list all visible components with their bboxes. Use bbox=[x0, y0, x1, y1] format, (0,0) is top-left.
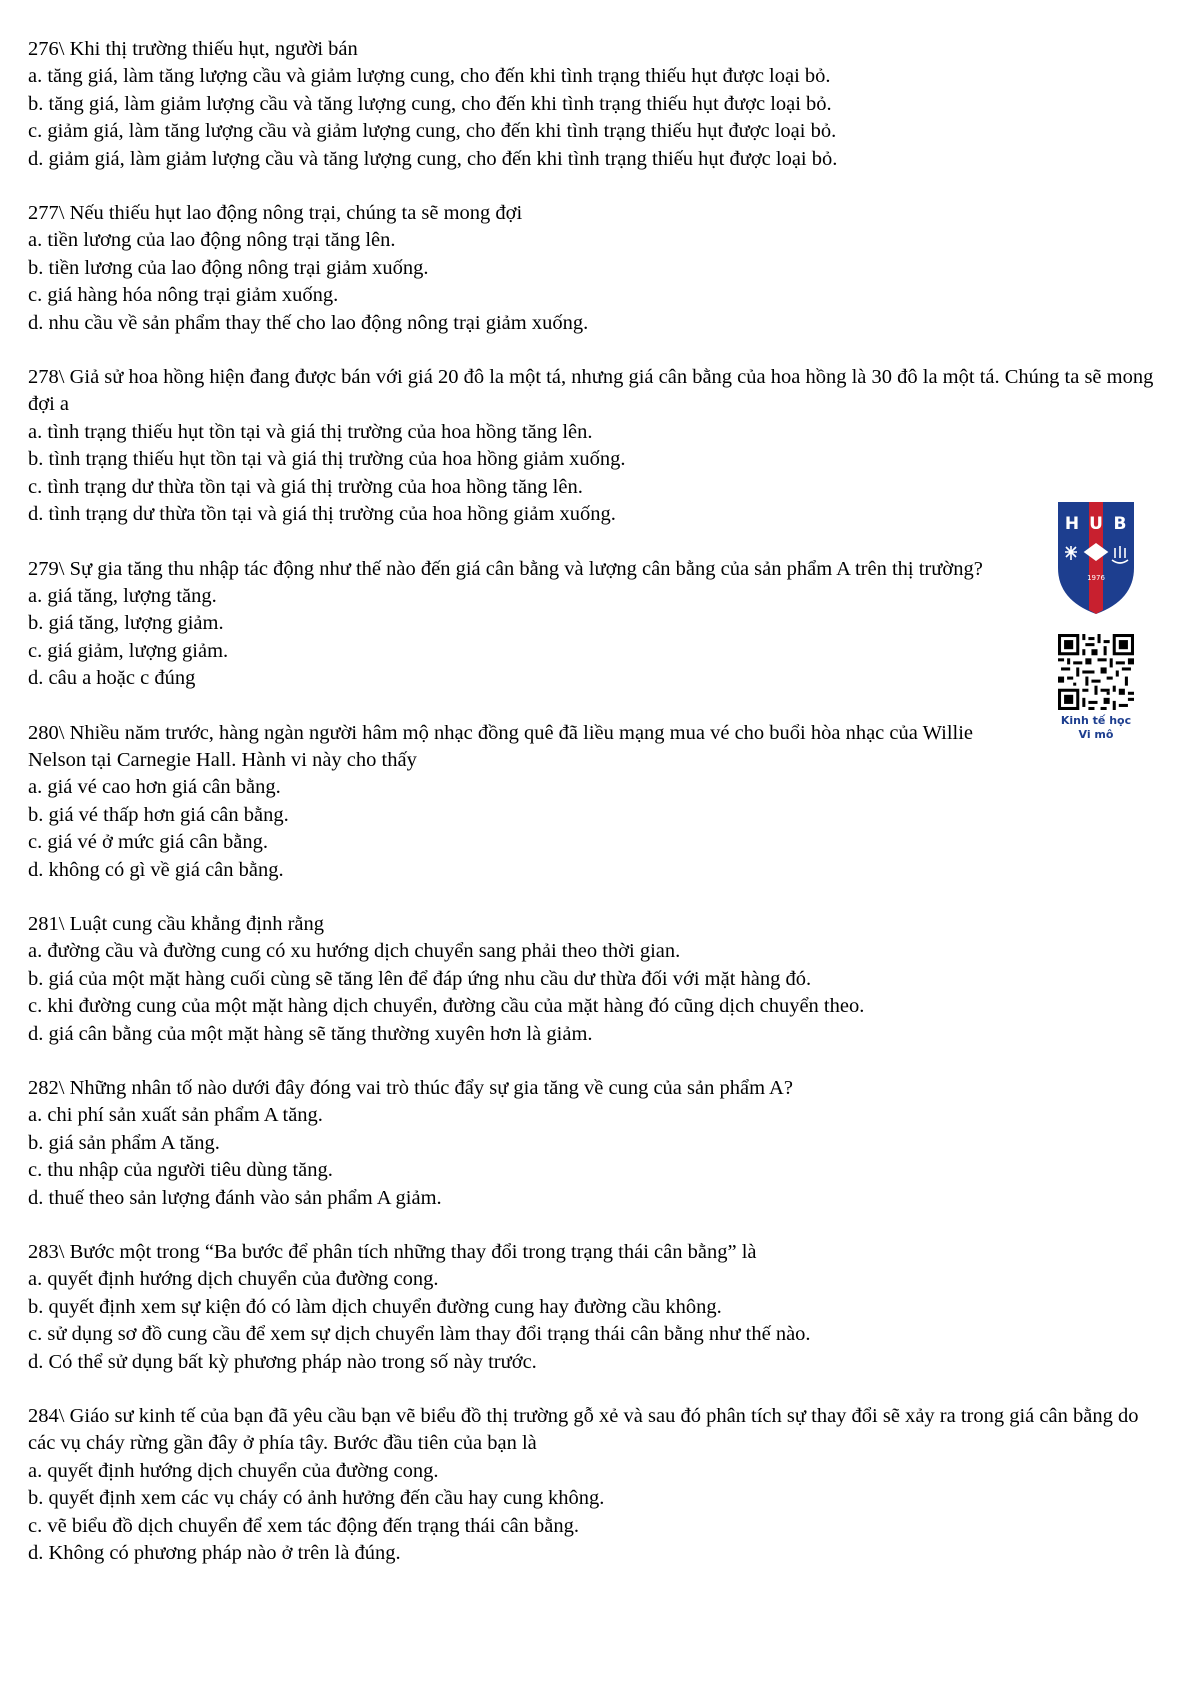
answer-option-a: a. tình trạng thiếu hụt tồn tại và giá thị trường của hoa hồng tăng lên. bbox=[28, 420, 593, 443]
answer-option-b: b. giá vé thấp hơn giá cân bằng. bbox=[28, 803, 289, 826]
caption-line-2: Vi mô bbox=[1078, 728, 1114, 741]
answer-option-a: a. quyết định hướng dịch chuyển của đường cong. bbox=[28, 1268, 439, 1291]
answer-option-b: b. quyết định xem sự kiện đó có làm dịch chuyển đường cung hay đường cầu không. bbox=[28, 1295, 722, 1318]
question-stem: 282\ Những nhân tố nào dưới đây đóng vai trò thúc đẩy sự gia tăng về cung của sản phẩm A? bbox=[28, 1077, 793, 1099]
question-stem: 277\ Nếu thiếu hụt lao động nông trại, chúng ta sẽ mong đợi bbox=[28, 202, 523, 225]
answer-option-c: c. giá hàng hóa nông trại giảm xuống. bbox=[28, 284, 339, 307]
question-278 bbox=[28, 364, 1158, 528]
answer-option-c: c. vẽ biểu đồ dịch chuyển để xem tác động đến trạng thái cân bằng. bbox=[28, 1514, 580, 1537]
answer-option-c: c. sử dụng sơ đồ cung cầu để xem sự dịch chuyển làm thay đổi trạng thái cân bằng như thế nào. bbox=[28, 1323, 811, 1346]
logo-letter-u: U bbox=[1089, 514, 1103, 534]
answer-option-a: a. tăng giá, làm tăng lượng cầu và giảm lượng cung, cho đến khi tình trạng thiếu hụt được loại bỏ. bbox=[28, 65, 831, 88]
answer-option-a: a. tiền lương của lao động nông trại tăng lên. bbox=[28, 229, 396, 252]
qr-code-icon bbox=[1058, 634, 1134, 710]
question-284 bbox=[28, 1403, 1158, 1567]
question-stem: 276\ Khi thị trường thiếu hụt, người bán bbox=[28, 38, 358, 60]
question-279 bbox=[28, 556, 1158, 693]
answer-option-d: d. câu a hoặc c đúng bbox=[28, 667, 196, 690]
answer-option-b: b. giá sản phẩm A tăng. bbox=[28, 1131, 220, 1154]
answer-option-d: d. tình trạng dư thừa tồn tại và giá thị trường của hoa hồng giảm xuống. bbox=[28, 503, 616, 526]
answer-option-d: d. không có gì về giá cân bằng. bbox=[28, 858, 284, 881]
logo-letter-b: B bbox=[1113, 514, 1127, 534]
hub-logo-block bbox=[1055, 498, 1137, 742]
logo-letter-h: H bbox=[1064, 514, 1080, 534]
answer-option-c: c. giá vé ở mức giá cân bằng. bbox=[28, 831, 268, 854]
answer-option-b: b. giá của một mặt hàng cuối cùng sẽ tăng lên để đáp ứng nhu cầu dư thừa đối với mặt hàng đó. bbox=[28, 967, 812, 990]
question-276 bbox=[28, 36, 1158, 173]
answer-option-a: a. giá vé cao hơn giá cân bằng. bbox=[28, 776, 281, 799]
question-stem: 278\ Giả sử hoa hồng hiện đang được bán với giá 20 đô la một tá, nhưng giá cân bằng của hoa hồng là 30 đô la một tá. Chúng ta sẽ mong đợi a bbox=[28, 366, 1154, 416]
answer-option-d: d. Có thể sử dụng bất kỳ phương pháp nào trong số này trước. bbox=[28, 1350, 537, 1373]
question-282 bbox=[28, 1075, 1158, 1212]
question-stem: 281\ Luật cung cầu khẳng định rằng bbox=[28, 912, 325, 935]
question-283 bbox=[28, 1239, 1158, 1376]
answer-option-a: a. giá tăng, lượng tăng. bbox=[28, 584, 217, 607]
answer-option-c: c. khi đường cung của một mặt hàng dịch chuyển, đường cầu của mặt hàng đó cũng dịch chuyển theo. bbox=[28, 995, 865, 1018]
answer-option-c: c. giá giảm, lượng giảm. bbox=[28, 639, 229, 662]
answer-option-c: c. tình trạng dư thừa tồn tại và giá thị trường của hoa hồng tăng lên. bbox=[28, 475, 583, 498]
answer-option-c: c. giảm giá, làm tăng lượng cầu và giảm lượng cung, cho đến khi tình trạng thiếu hụt được loại bỏ. bbox=[28, 120, 837, 143]
answer-option-b: b. quyết định xem các vụ cháy có ảnh hưởng đến cầu hay cung không. bbox=[28, 1487, 605, 1510]
answer-option-b: b. tăng giá, làm giảm lượng cầu và tăng lượng cung, cho đến khi tình trạng thiếu hụt được loại bỏ. bbox=[28, 92, 832, 115]
question-277 bbox=[28, 200, 1158, 337]
question-280 bbox=[28, 720, 1158, 884]
document-body bbox=[28, 36, 1158, 1595]
answer-option-d: d. giảm giá, làm giảm lượng cầu và tăng lượng cung, cho đến khi tình trạng thiếu hụt được loại bỏ. bbox=[28, 147, 838, 170]
logo-year: 1976 bbox=[1087, 574, 1105, 582]
answer-option-c: c. thu nhập của người tiêu dùng tăng. bbox=[28, 1159, 333, 1182]
caption-line-1: Kinh tế học bbox=[1060, 714, 1132, 727]
answer-option-d: d. giá cân bằng của một mặt hàng sẽ tăng thường xuyên hơn là giảm. bbox=[28, 1022, 593, 1045]
answer-option-d: d. nhu cầu về sản phẩm thay thế cho lao động nông trại giảm xuống. bbox=[28, 311, 589, 334]
question-stem: 283\ Bước một trong “Ba bước để phân tích những thay đổi trong trạng thái cân bằng” là bbox=[28, 1241, 757, 1264]
answer-option-a: a. quyết định hướng dịch chuyển của đường cong. bbox=[28, 1459, 439, 1482]
question-stem: 280\ Nhiều năm trước, hàng ngàn người hâm mộ nhạc đồng quê đã liều mạng mua vé cho buổi hòa nhạc của Willie Nelson tại Carnegie Hall. Hành vi này cho thấy bbox=[28, 721, 974, 771]
answer-option-a: a. đường cầu và đường cung có xu hướng dịch chuyển sang phải theo thời gian. bbox=[28, 940, 681, 963]
answer-option-a: a. chi phí sản xuất sản phẩm A tăng. bbox=[28, 1104, 323, 1127]
answer-option-b: b. tình trạng thiếu hụt tồn tại và giá thị trường của hoa hồng giảm xuống. bbox=[28, 448, 626, 471]
question-281 bbox=[28, 911, 1158, 1048]
answer-option-d: d. thuế theo sản lượng đánh vào sản phẩm A giảm. bbox=[28, 1186, 442, 1209]
question-stem: 284\ Giáo sư kinh tế của bạn đã yêu cầu bạn vẽ biểu đồ thị trường gỗ xẻ và sau đó phân tích sự thay đổi sẽ xảy ra trong giá cân bằng do các vụ cháy rừng gần đây ở phía tây. Bước đầu tiên của bạn là bbox=[28, 1405, 1139, 1455]
hub-shield-logo bbox=[1055, 498, 1137, 616]
answer-option-b: b. giá tăng, lượng giảm. bbox=[28, 612, 224, 635]
question-stem: 279\ Sự gia tăng thu nhập tác động như thế nào đến giá cân bằng và lượng cân bằng của sản phẩm A trên thị trường? bbox=[28, 557, 983, 580]
answer-option-d: d. Không có phương pháp nào ở trên là đúng. bbox=[28, 1542, 401, 1565]
answer-option-b: b. tiền lương của lao động nông trại giảm xuống. bbox=[28, 256, 429, 279]
logo-caption bbox=[1055, 714, 1137, 742]
